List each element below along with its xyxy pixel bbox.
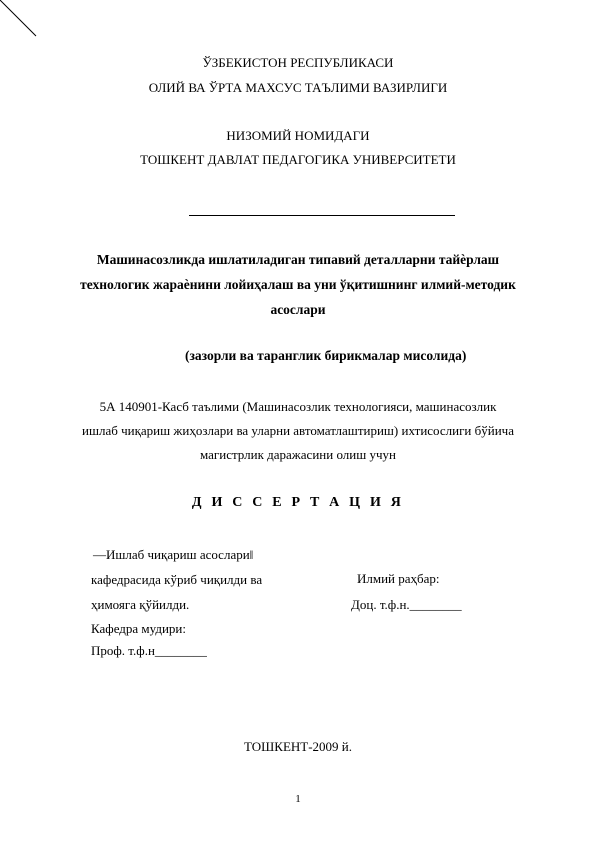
specialty-line-2: ишлаб чиқариш жиҳозлари ва уларни автоматлаштириш) ихтисослиги бўйича <box>82 423 514 438</box>
topic-line-1: Машинасозликда ишлатиладиган типавий деталларни тайѐрлаш <box>96 252 500 267</box>
department-name: ―Ишлаб чиқариш асослари‖ <box>93 547 254 562</box>
specialty-line-1: 5А 140901-Касб таълими (Машинасозлик технологияси, машинасозлик <box>99 399 497 414</box>
defense-line: ҳимояга қўйилди. <box>91 597 190 612</box>
signature-line <box>189 215 455 216</box>
named-after-heading: НИЗОМИЙ НОМИДАГИ <box>226 128 370 143</box>
corner-crop-mark <box>0 0 40 40</box>
ministry-heading: ОЛИЙ ВА ЎРТА МАХСУС ТАЪЛИМИ ВАЗИРЛИГИ <box>148 80 448 95</box>
page-number: 1 <box>295 793 301 805</box>
head-of-department-label: Кафедра мудири: <box>91 621 186 636</box>
supervisor-signature: Доц. т.ф.н.________ <box>351 597 462 612</box>
review-line: кафедрасида кўриб чиқилди ва <box>91 572 263 587</box>
document-type-title: Д И С С Е Р Т А Ц И Я <box>191 495 405 510</box>
university-heading: ТОШКЕНТ ДАВЛАТ ПЕДАГОГИКА УНИВЕРСИТЕТИ <box>140 152 456 167</box>
country-heading: ЎЗБЕКИСТОН РЕСПУБЛИКАСИ <box>202 55 394 70</box>
city-year: ТОШКЕНТ-2009 й. <box>244 739 352 754</box>
supervisor-label: Илмий раҳбар: <box>357 571 440 586</box>
topic-line-2: технологик жараѐнини лойиҳалаш ва уни ўқитишнинг илмий-методик <box>80 277 516 292</box>
specialty-line-3: магистрлик даражасини олиш учун <box>200 447 396 462</box>
topic-subtitle: (зазорли ва таранглик бирикмалар мисолида) <box>185 348 467 363</box>
head-of-department-signature: Проф. т.ф.н________ <box>91 643 207 658</box>
topic-line-3: асослари <box>270 302 326 317</box>
